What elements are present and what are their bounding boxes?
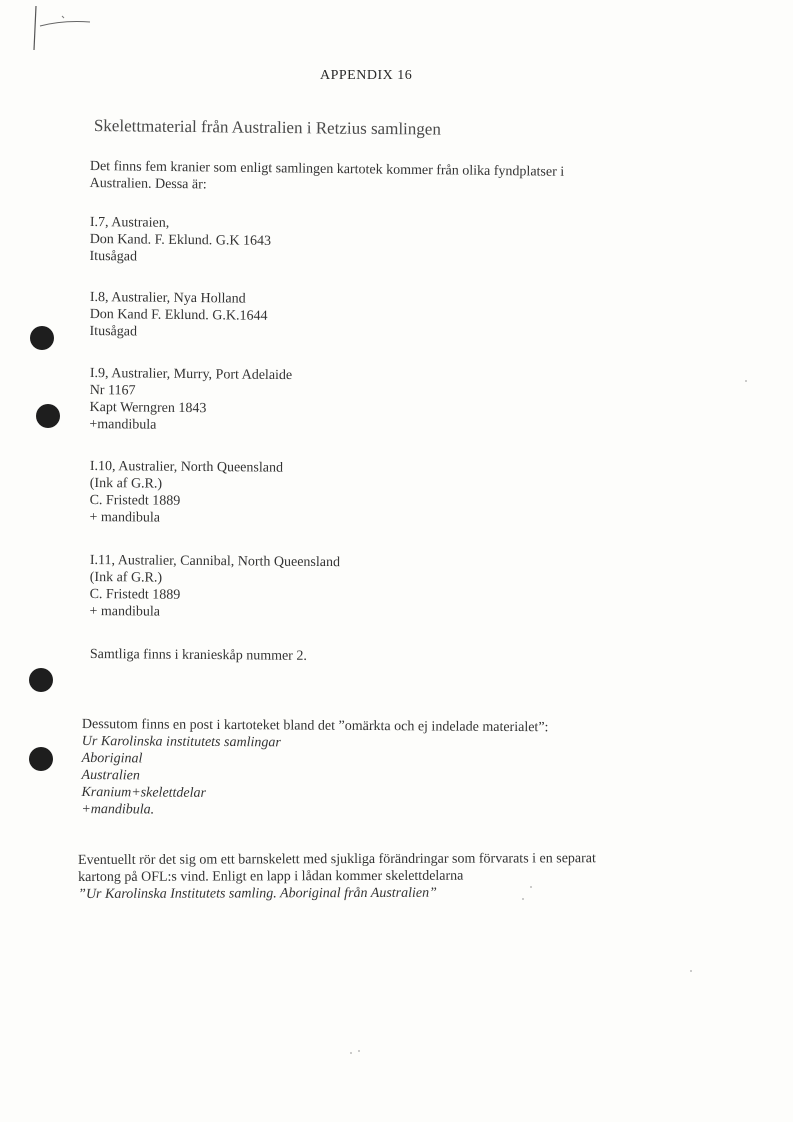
entry-line: + mandibula <box>89 509 161 526</box>
corner-mark <box>28 4 98 54</box>
scan-speck <box>745 380 747 382</box>
entry-i7 <box>89 214 271 267</box>
closing-paragraph <box>78 850 596 903</box>
entry-i10 <box>89 458 283 528</box>
intro-line: Det finns fem kranier som enligt samlingen kartotek kommer från olika fyndplatser i <box>89 158 565 180</box>
entry-line: Itusågad <box>89 323 138 340</box>
extra-intro: Dessutom finns en post i kartoteket bland det ”omärkta och ej indelade materialet”: <box>81 717 549 736</box>
entry-i11 <box>89 552 340 622</box>
scan-speck <box>530 886 532 888</box>
entry-line: (Ink af G.R.) <box>89 475 163 492</box>
intro-line: Australien. Dessa är: <box>89 175 207 193</box>
extra-line: Kranium+skelettdelar <box>81 784 207 801</box>
entry-line: Nr 1167 <box>89 382 136 399</box>
punch-hole-4 <box>29 747 53 771</box>
entry-line: Kapt Werngren 1843 <box>89 399 207 417</box>
appendix-label: APPENDIX 16 <box>320 68 413 83</box>
storage-note-text: Samtliga finns i kranieskåp nummer 2. <box>89 646 307 664</box>
entry-line: I.11, Australier, Cannibal, North Queensland <box>89 552 341 571</box>
scan-speck <box>358 1050 360 1052</box>
closing-line: kartong på OFL:s vind. Enligt en lapp i lådan kommer skelettdelarna <box>78 868 464 885</box>
scan-speck <box>690 970 692 972</box>
entry-line: C. Fristedt 1889 <box>89 586 181 603</box>
punch-hole-2 <box>36 404 60 428</box>
extra-line: Ur Karolinska institutets samlingar <box>81 733 281 751</box>
entry-line: Don Kand. F. Eklund. G.K 1643 <box>89 231 272 249</box>
extra-line: Australien <box>81 767 140 784</box>
entry-line: I.8, Australier, Nya Holland <box>89 289 246 307</box>
entry-line: Itusågad <box>89 248 138 265</box>
entry-line: I.10, Australier, North Queensland <box>89 458 284 476</box>
scan-speck <box>522 898 524 900</box>
entry-i9 <box>89 365 292 435</box>
entry-line: I.7, Austraien, <box>89 214 170 231</box>
extra-line: Aboriginal <box>81 750 143 767</box>
punch-hole-3 <box>29 668 53 692</box>
entry-i8 <box>89 289 267 342</box>
entry-line: I.9, Australier, Murry, Port Adelaide <box>89 365 293 384</box>
entry-line: C. Fristedt 1889 <box>89 492 181 509</box>
entry-line: + mandibula <box>89 603 161 620</box>
extra-line: +mandibula. <box>81 801 155 818</box>
storage-note <box>90 646 307 665</box>
scan-speck <box>350 1052 352 1054</box>
entry-line: Don Kand F. Eklund. G.K.1644 <box>89 306 268 324</box>
closing-line: Eventuellt rör det sig om ett barnskelett med sjukliga förändringar som förvarats i en separat <box>78 851 596 868</box>
entry-line: +mandibula <box>89 416 157 433</box>
intro-paragraph <box>90 158 565 198</box>
punch-hole-1 <box>30 326 54 350</box>
page-title: Skelettmaterial från Australien i Retzius samlingen <box>93 116 441 139</box>
closing-quote: ”Ur Karolinska Institutets samling. Aboriginal från Australien” <box>78 885 437 902</box>
extra-record <box>81 716 548 821</box>
entry-line: (Ink af G.R.) <box>89 569 163 586</box>
